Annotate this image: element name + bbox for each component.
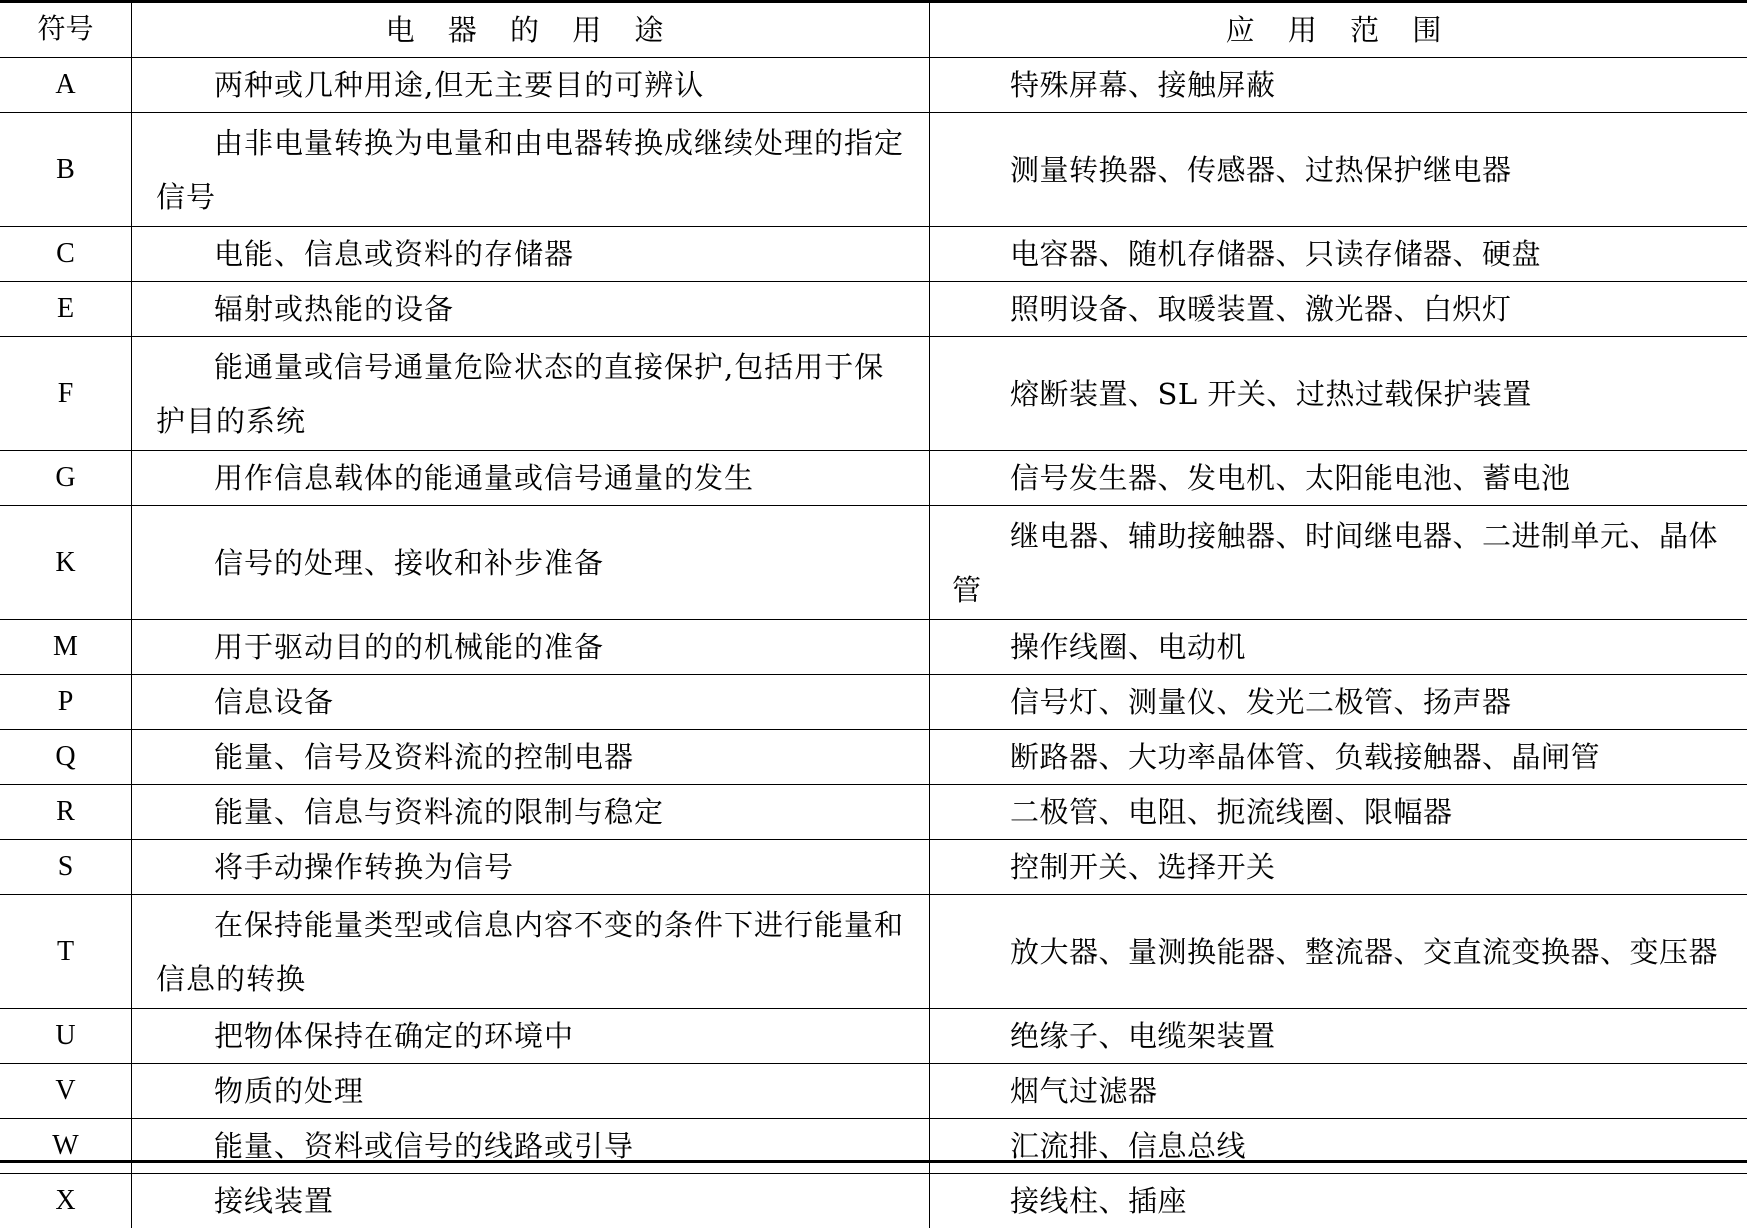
use-cell bbox=[132, 1119, 930, 1174]
table-row bbox=[0, 840, 1747, 895]
scope-cell bbox=[930, 58, 1747, 113]
scope-cell bbox=[930, 620, 1747, 675]
use-text: 将手动操作转换为信号 bbox=[132, 840, 929, 894]
use-cell bbox=[132, 620, 930, 675]
code-cell: R bbox=[0, 785, 132, 840]
code-cell: V bbox=[0, 1064, 132, 1119]
code-cell: Q bbox=[0, 730, 132, 785]
use-text: 辐射或热能的设备 bbox=[132, 282, 929, 336]
use-text: 用作信息载体的能通量或信号通量的发生 bbox=[132, 451, 929, 505]
scope-text: 熔断装置、SL 开关、过热过载保护装置 bbox=[930, 367, 1747, 421]
scope-text: 特殊屏幕、接触屏蔽 bbox=[930, 58, 1747, 112]
use-cell bbox=[132, 113, 930, 227]
use-text: 物质的处理 bbox=[132, 1064, 929, 1118]
scope-text: 信号灯、测量仪、发光二极管、扬声器 bbox=[930, 675, 1747, 729]
scope-cell bbox=[930, 840, 1747, 895]
table-row bbox=[0, 1009, 1747, 1064]
scope-text: 断路器、大功率晶体管、负载接触器、晶闸管 bbox=[930, 730, 1747, 784]
code-cell: T bbox=[0, 895, 132, 1009]
scope-cell bbox=[930, 227, 1747, 282]
scope-cell bbox=[930, 1064, 1747, 1119]
use-text: 能通量或信号通量危险状态的直接保护,包括用于保护目的系统 bbox=[132, 340, 929, 448]
scope-cell bbox=[930, 675, 1747, 730]
scope-text: 放大器、量测换能器、整流器、交直流变换器、变压器 bbox=[930, 925, 1747, 979]
use-cell bbox=[132, 675, 930, 730]
use-text: 由非电量转换为电量和由电器转换成继续处理的指定信号 bbox=[132, 116, 929, 224]
scope-cell bbox=[930, 113, 1747, 227]
header-use: 电 器 的 用 途 bbox=[132, 3, 930, 58]
use-text: 能量、资料或信号的线路或引导 bbox=[132, 1119, 929, 1173]
scope-text: 测量转换器、传感器、过热保护继电器 bbox=[930, 143, 1747, 197]
use-text: 把物体保持在确定的环境中 bbox=[132, 1009, 929, 1063]
scope-cell bbox=[930, 1009, 1747, 1064]
table-row bbox=[0, 337, 1747, 451]
use-cell bbox=[132, 895, 930, 1009]
table-header-row bbox=[0, 3, 1747, 58]
scope-text: 继电器、辅助接触器、时间继电器、二进制单元、晶体管 bbox=[930, 509, 1747, 617]
code-cell: G bbox=[0, 451, 132, 506]
use-text: 信号的处理、接收和补步准备 bbox=[132, 536, 929, 590]
table-row bbox=[0, 785, 1747, 840]
scope-cell bbox=[930, 506, 1747, 620]
table-row bbox=[0, 113, 1747, 227]
scope-text: 操作线圈、电动机 bbox=[930, 620, 1747, 674]
code-cell: M bbox=[0, 620, 132, 675]
use-cell bbox=[132, 1064, 930, 1119]
code-cell: A bbox=[0, 58, 132, 113]
electrical-symbol-table bbox=[0, 3, 1747, 1228]
scope-text: 烟气过滤器 bbox=[930, 1064, 1747, 1118]
use-text: 电能、信息或资料的存储器 bbox=[132, 227, 929, 281]
use-cell bbox=[132, 337, 930, 451]
use-cell bbox=[132, 840, 930, 895]
table-row bbox=[0, 282, 1747, 337]
scope-cell bbox=[930, 785, 1747, 840]
use-text: 能量、信息与资料流的限制与稳定 bbox=[132, 785, 929, 839]
scope-text: 绝缘子、电缆架装置 bbox=[930, 1009, 1747, 1063]
code-cell: S bbox=[0, 840, 132, 895]
header-code: 符号 bbox=[0, 3, 132, 58]
scope-text: 接线柱、插座 bbox=[930, 1174, 1747, 1228]
code-cell: B bbox=[0, 113, 132, 227]
code-cell: P bbox=[0, 675, 132, 730]
table-row bbox=[0, 58, 1747, 113]
scope-cell bbox=[930, 337, 1747, 451]
scope-cell bbox=[930, 1174, 1747, 1228]
table-row bbox=[0, 1064, 1747, 1119]
table-row bbox=[0, 227, 1747, 282]
use-cell bbox=[132, 730, 930, 785]
use-cell bbox=[132, 785, 930, 840]
use-text: 接线装置 bbox=[132, 1174, 929, 1228]
table-row bbox=[0, 675, 1747, 730]
scope-text: 汇流排、信息总线 bbox=[930, 1119, 1747, 1173]
scope-cell bbox=[930, 282, 1747, 337]
use-cell bbox=[132, 58, 930, 113]
table-row bbox=[0, 620, 1747, 675]
scope-text: 控制开关、选择开关 bbox=[930, 840, 1747, 894]
table-row bbox=[0, 451, 1747, 506]
use-cell bbox=[132, 451, 930, 506]
code-cell: U bbox=[0, 1009, 132, 1064]
use-text: 能量、信号及资料流的控制电器 bbox=[132, 730, 929, 784]
code-cell: F bbox=[0, 337, 132, 451]
table-row bbox=[0, 1119, 1747, 1174]
use-cell bbox=[132, 506, 930, 620]
use-text: 在保持能量类型或信息内容不变的条件下进行能量和信息的转换 bbox=[132, 898, 929, 1006]
code-cell: K bbox=[0, 506, 132, 620]
header-scope: 应 用 范 围 bbox=[930, 3, 1747, 58]
use-text: 两种或几种用途,但无主要目的可辨认 bbox=[132, 58, 929, 112]
scope-text: 信号发生器、发电机、太阳能电池、蓄电池 bbox=[930, 451, 1747, 505]
use-cell bbox=[132, 282, 930, 337]
use-cell bbox=[132, 1009, 930, 1064]
table-row bbox=[0, 730, 1747, 785]
use-text: 用于驱动目的的机械能的准备 bbox=[132, 620, 929, 674]
scope-cell bbox=[930, 730, 1747, 785]
table-row bbox=[0, 1174, 1747, 1228]
code-cell: C bbox=[0, 227, 132, 282]
scope-text: 二极管、电阻、扼流线圈、限幅器 bbox=[930, 785, 1747, 839]
table-row bbox=[0, 506, 1747, 620]
code-cell: W bbox=[0, 1119, 132, 1174]
scope-text: 照明设备、取暖装置、激光器、白炽灯 bbox=[930, 282, 1747, 336]
use-cell bbox=[132, 227, 930, 282]
scope-cell bbox=[930, 895, 1747, 1009]
code-cell: E bbox=[0, 282, 132, 337]
scope-text: 电容器、随机存储器、只读存储器、硬盘 bbox=[930, 227, 1747, 281]
table-row bbox=[0, 895, 1747, 1009]
use-cell bbox=[132, 1174, 930, 1228]
code-cell: X bbox=[0, 1174, 132, 1228]
scope-cell bbox=[930, 1119, 1747, 1174]
use-text: 信息设备 bbox=[132, 675, 929, 729]
scope-cell bbox=[930, 451, 1747, 506]
